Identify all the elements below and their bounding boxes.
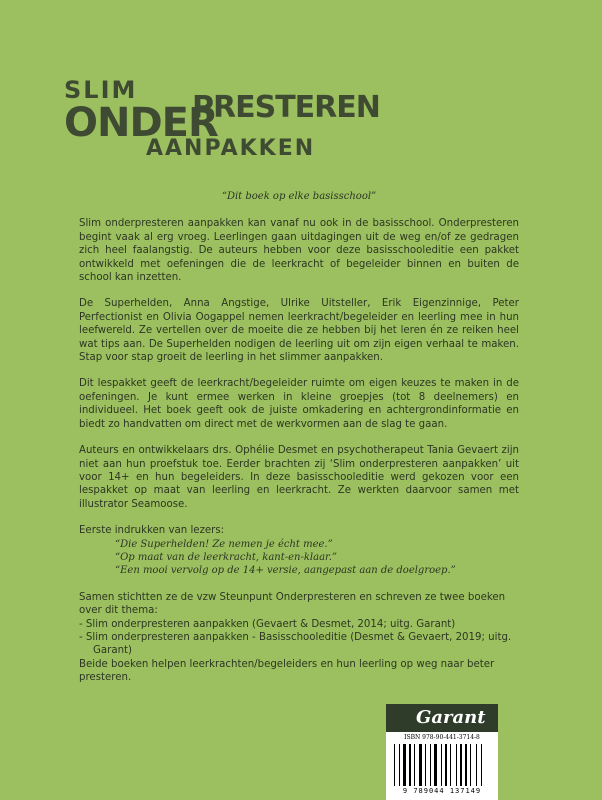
barcode-bar (445, 744, 447, 786)
barcode-bar (430, 744, 431, 786)
barcode-bar (414, 744, 415, 786)
publisher-logo: Garant (386, 704, 498, 732)
barcode-bar (419, 744, 422, 786)
barcode-bar (399, 744, 400, 786)
barcode-bar (483, 744, 484, 786)
logo-aanpakken: AANPAKKEN (146, 136, 316, 161)
barcode-bar (416, 744, 418, 786)
quote-2: “Op maat van de leerkracht, kant-en-klaar.” (115, 551, 338, 563)
barcode-bar (463, 744, 464, 786)
paragraph-intro: Slim onderpresteren aanpakken kan vanaf nu ook in de basisschool. Onderpresteren begint vaak al erg vroeg. Leerlingen gaan uitdagingen uit de weg en/of ze gedragen zich heel faalangstig. De auteurs hebben voor deze basisschooleditie een pakket ontwikkeld met oefeningen die de leerkracht of begeleider binnen en buiten de school kan inzetten. (79, 218, 519, 284)
logo-presteren: PRESTEREN (192, 90, 380, 125)
barcode-bar (478, 744, 480, 786)
barcode-bar (476, 744, 477, 786)
barcode-bar (434, 744, 437, 786)
barcode-bar (450, 744, 451, 786)
barcode-number: 9 789044 137149 (402, 787, 482, 795)
blurb (79, 191, 519, 685)
barcode-bar (427, 744, 429, 786)
quote-1: “Die Superhelden! Ze nemen je écht mee.” (115, 538, 333, 550)
publisher-block (386, 704, 498, 800)
paragraph-superhelden: De Superhelden, Anna Angstige, Ulrike Uitsteller, Erik Eigenzinnige, Peter Perfectionist en Olivia Oogappel nemen leerkracht/begeleider en leerling mee in hun leefwereld. Ze vertellen over de moeite die ze hebben bij het leren én ze reiken heel wat tips aan. De Superhelden nodigen de leerling uit om zijn eigen verhaal te maken. Stap voor stap groeit de leerling in het slimmer aanpakken. (79, 298, 519, 364)
barcode-bar (465, 744, 467, 786)
books-intro: Samen stichtten ze de vzw Steunpunt Onderpresteren en schreven ze twee boeken over dit thema: (79, 591, 506, 617)
barcode-bar (394, 744, 395, 786)
barcode-bar (401, 744, 402, 786)
book-item-1: - Slim onderpresteren aanpakken (Gevaert & Desmet, 2014; uitg. Garant) (79, 618, 456, 630)
book-item-2: - Slim onderpresteren aanpakken - Basisschooleditie (Desmet & Gevaert, 2019; uitg. Garant) (79, 631, 512, 657)
barcode-bar (443, 744, 444, 786)
barcode-bar (432, 744, 433, 786)
barcode-bar (472, 744, 475, 786)
barcode-bar (409, 744, 411, 786)
logo-onder: ONDER (64, 100, 218, 146)
reader-impressions (79, 524, 519, 578)
barcode-bar (458, 744, 459, 786)
barcode-bar (396, 744, 398, 786)
barcode-bar (481, 744, 482, 786)
barcode-box (386, 732, 498, 800)
barcode-bar (407, 744, 408, 786)
barcode-bar (423, 744, 424, 786)
paragraph-auteurs: Auteurs en ontwikkelaars drs. Ophélie Desmet en psychotherapeut Tania Gevaert zijn niet aan hun proefstuk toe. Eerder brachten zij ‘Slim onderpresteren aanpakken’ uit voor 14+ en hun begeleiders. In deze basisschooleditie werd gekozen voor een lespakket op maat van leerling en leerkracht. Ze werkten daarvoor samen met illustrator Seamoose. (79, 445, 519, 510)
impressions-intro: Eerste indrukken van lezers: (79, 525, 225, 537)
barcode-bar (412, 744, 413, 786)
barcode-bar (468, 744, 469, 786)
barcode-bar (448, 744, 449, 786)
barcode-bar (425, 744, 426, 786)
paragraph-lespakket: Dit lespakket geeft de leerkracht/begeleider ruimte om eigen keuzes te maken in de oefeningen. Je kunt ermee werken in kleine groepjes (tot 8 deelnemers) en individueel. Het boek geeft ook de juiste omkadering en achtergrondinformatie en biedt zo handvatten om direct met de werkvormen aan de slag te gaan. (79, 378, 519, 430)
barcode-icon (394, 744, 490, 786)
title-logo (64, 76, 380, 166)
books-section (79, 591, 519, 685)
barcode-bar (452, 744, 455, 786)
logo-slim: SLIM (64, 76, 138, 104)
barcode-bar (403, 744, 406, 786)
tagline: “Dit boek op elke basisschool” (221, 191, 377, 202)
barcode-bar (470, 744, 471, 786)
barcode-bar (456, 744, 457, 786)
quote-3: “Een mooi vervolg op de 14+ versie, aangepast aan de doelgroep.” (115, 565, 456, 577)
barcode-bar (441, 744, 442, 786)
books-outro: Beide boeken helpen leerkrachten/begeleiders en hun leerling op weg naar beter presteren. (79, 658, 495, 684)
barcode-bar (460, 744, 462, 786)
barcode-bar (438, 744, 440, 786)
isbn-label: ISBN 978-90-441-3714-8 (404, 734, 480, 741)
